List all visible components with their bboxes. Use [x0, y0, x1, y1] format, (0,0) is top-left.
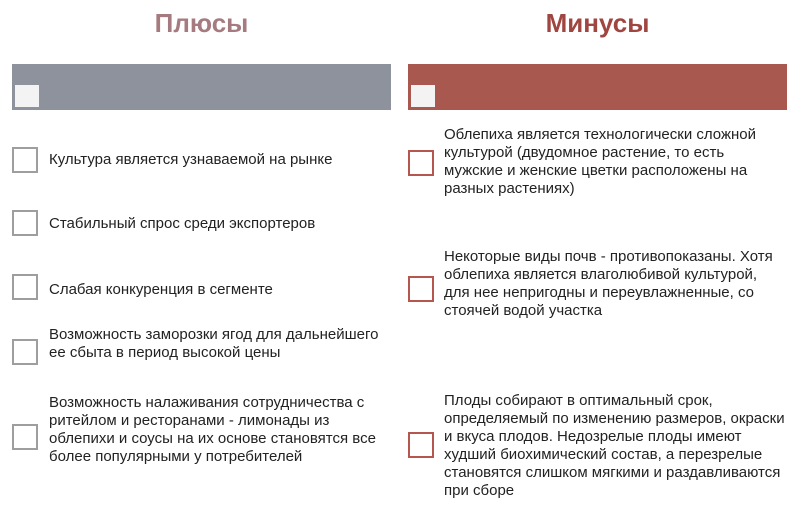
pros-item-checkbox[interactable] [12, 147, 38, 173]
cons-item-checkbox[interactable] [408, 432, 434, 458]
pros-heading: Плюсы [154, 8, 249, 38]
pros-item-text: Стабильный спрос среди экспортеров [49, 215, 316, 232]
pros-item-checkbox[interactable] [12, 274, 38, 300]
pros-item-text: Возможность налаживания сотрудничества с ритейлом и ресторанами - лимонады из облепихи и соусы на их основе становятся все более популярными у потребителей [49, 394, 376, 465]
pros-item-text: Культура является узнаваемой на рынке [49, 151, 333, 168]
pros-item-text: Возможность заморозки ягод для дальнейшего ее сбыта в период высокой цены [49, 326, 379, 361]
pros-item-checkbox[interactable] [12, 424, 38, 450]
cons-item-text: Облепиха является технологически сложной культурой (двудомное растение, то есть мужские и женские цветки расположены на разных растениях) [444, 126, 757, 197]
pros-bar-checkbox[interactable] [15, 85, 39, 107]
cons-item-checkbox[interactable] [408, 276, 434, 302]
cons-heading: Минусы [545, 8, 650, 38]
pros-item-checkbox[interactable] [12, 210, 38, 236]
cons-item-text: Плоды собирают в оптимальный срок, определяемый по изменению размеров, окраски и вкуса плодов. Недозрелые плоды имеют худший биохимический состав, а перезрелые становятся слишком мягкими и раздавливаются при сборе [444, 392, 785, 499]
pros-item-text: Слабая конкуренция в сегменте [49, 281, 273, 298]
cons-item-text: Некоторые виды почв - противопоказаны. Хотя облепиха является влаголюбивой культурой, для нее непригодны и переувлажненные, со стоячей водой участка [444, 248, 773, 319]
cons-item-checkbox[interactable] [408, 150, 434, 176]
cons-bar-checkbox[interactable] [411, 85, 435, 107]
pros-item-checkbox[interactable] [12, 339, 38, 365]
pros-header-bar [12, 64, 391, 110]
cons-header-bar [408, 64, 787, 110]
